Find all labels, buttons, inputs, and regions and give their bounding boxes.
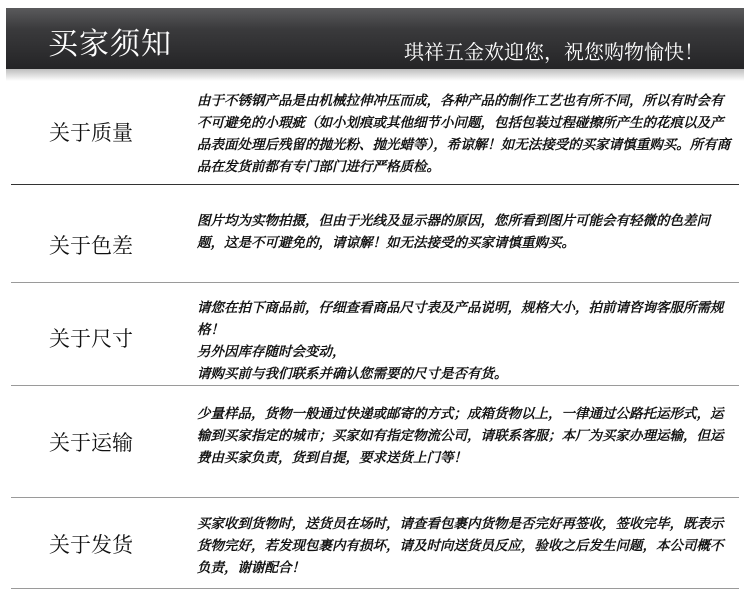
header-banner [6,8,744,69]
divider [11,497,739,498]
section-label-delivery: 关于发货 [49,533,133,557]
section-label-quality: 关于质量 [49,121,133,145]
section-text-quality: 由于不锈钢产品是由机械拉伸冲压而成，各种产品的制作工艺也有所不同，所以有时会有不可避免的小瑕疵（如小划痕或其他细节小问题，包括包装过程碰擦所产生的花痕以及产品表面处理后残留的抛光粉、抛光蜡等），希谅解！如无法接受的买家请慎重购买。所有商品在发货前都有专门部门进行严格质检。 [197,93,731,175]
section-color [11,210,739,280]
divider [11,282,739,283]
divider [11,184,739,185]
welcome-slogan: 琪祥五金欢迎您，祝您购物愉快！ [404,40,704,64]
section-label-shipping: 关于运输 [49,431,133,455]
section-size [11,297,739,382]
section-delivery [11,513,739,583]
divider [11,385,739,386]
banner-shadow [6,69,744,81]
page-title: 买家须知 [48,27,172,62]
section-text-delivery: 买家收到货物时，送货员在场时，请查看包裹内货物是否完好再签收，签收完毕，既表示货物完好，若发现包裹内有损坏，请及时向送货员反应，验收之后发生问题，本公司概不负责，谢谢配合！ [197,516,724,576]
section-label-size: 关于尺寸 [49,327,133,351]
section-text-shipping: 少量样品，货物一般通过快递或邮寄的方式；成箱货物以上，一律通过公路托运形式，运输到买家指定的城市；买家如有指定物流公司，请联系客服；本厂为买家办理运输，但运费由买家负责，货到自提，要求送货上门等！ [197,406,724,466]
section-quality [11,90,739,182]
divider [11,588,739,589]
section-shipping [11,403,739,493]
section-label-color: 关于色差 [49,234,133,258]
section-text-color: 图片均为实物拍摄，但由于光线及显示器的原因，您所看到图片可能会有轻微的色差问题，这是不可避免的，请谅解！如无法接受的买家请慎重购买。 [197,213,710,251]
section-text-size: 请您在拍下商品前，仔细查看商品尺寸表及产品说明，规格大小，拍前请咨询客服所需规格！ 另外因库存随时会变动， 请购买前与我们联系并确认您需要的尺寸是否有货。 [197,300,724,382]
